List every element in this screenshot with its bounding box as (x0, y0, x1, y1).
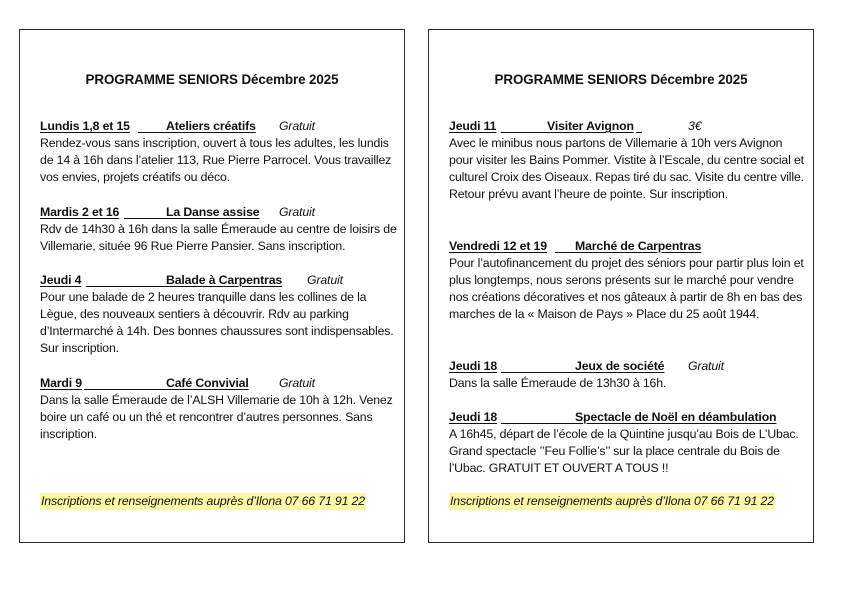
event-price: Gratuit (279, 119, 315, 133)
page-title: PROGRAMME SENIORS Décembre 2025 (494, 72, 748, 87)
event-header (449, 238, 807, 255)
event-price: Gratuit (307, 273, 343, 287)
event-danse-assise (40, 204, 398, 255)
event-marche-carpentras (449, 238, 807, 323)
event-name: Marché de Carpentras (575, 239, 702, 253)
event-description: Pour une balade de 2 heures tranquille dans les collines de la Lègue, des nouveaux sentiers à découvrir. Rdv au parking d’Intermarché à 14h. Des bonnes chaussures sont indispensables. Sur inscription. (40, 290, 394, 355)
underline-spacer (501, 132, 547, 133)
event-header (40, 272, 398, 289)
event-header (449, 118, 807, 135)
event-jeux-societe (449, 358, 807, 392)
event-day: Jeudi 11 (449, 119, 497, 133)
underline-spacer (636, 132, 642, 133)
event-header (449, 358, 807, 375)
program-page-right (428, 29, 814, 543)
event-price: Gratuit (279, 205, 315, 219)
event-description: Dans la salle Émeraude de 13h30 à 16h. (449, 376, 667, 390)
event-name: Jeux de société (575, 359, 665, 373)
event-day: Mardis 2 et 16 (40, 205, 120, 219)
event-day: Jeudi 18 (449, 410, 498, 424)
underline-spacer (86, 286, 166, 287)
event-header (449, 409, 807, 426)
event-price: Gratuit (688, 359, 724, 373)
event-balade-carpentras (40, 272, 398, 357)
event-name: Ateliers créatifs (166, 119, 256, 133)
event-description: Avec le minibus nous partons de Villemarie à 10h vers Avignon pour visiter les Bains Pommer. Vistite à l’Escale, du centre social et culturel Croix des Oiseaux. Repas tiré du sac. Visite du centre ville. Retour prévu avant l’heure de pointe. Sur inscription. (449, 136, 804, 201)
event-day: Mardi 9 (40, 376, 83, 390)
underline-spacer (84, 389, 166, 390)
underline-spacer (124, 218, 166, 219)
event-visiter-avignon (449, 118, 807, 203)
underline-spacer (501, 423, 575, 424)
event-day: Jeudi 4 (40, 273, 82, 287)
program-page-left (19, 29, 405, 543)
event-description: Dans la salle Émeraude de l’ALSH Villemarie de 10h à 12h. Venez boire un café ou un thé et rencontrer d’autres personnes. Sans inscription. (40, 393, 393, 441)
event-name: Spectacle de Noël en déambulation (575, 410, 777, 424)
event-header (40, 118, 398, 135)
event-ateliers-creatifs (40, 118, 398, 186)
event-day: Jeudi 18 (449, 359, 498, 373)
event-description: Rdv de 14h30 à 16h dans la salle Émeraude au centre de loisirs de Villemarie, située 96 Rue Pierre Pansier. Sans inscription. (40, 222, 397, 253)
event-header (40, 204, 398, 221)
event-day: Vendredi 12 et 19 (449, 239, 547, 253)
underline-spacer (555, 252, 575, 253)
underline-spacer (138, 132, 166, 133)
event-description: Rendez-vous sans inscription, ouvert à tous les adultes, les lundis de 14 à 16h dans l’atelier 113, Rue Pierre Parrocel. Vous travaillez vos envies, projets créatifs ou déco. (40, 136, 392, 184)
contact-footer: Inscriptions et renseignements auprès d’Ilona 07 66 71 91 22 (450, 494, 774, 508)
underline-spacer (501, 372, 575, 373)
event-price: Gratuit (279, 376, 315, 390)
event-header (40, 375, 398, 392)
event-name: Balade à Carpentras (166, 273, 283, 287)
page-title: PROGRAMME SENIORS Décembre 2025 (85, 72, 339, 87)
event-description: Pour l’autofinancement du projet des séniors pour partir plus loin et plus longtemps, nous serons présents sur le marché pour vendre nos créations décoratives et nos gâteaux à partir de 8h en bas des marches de la « Maison de Pays » Place du 25 août 1944. (449, 256, 804, 321)
event-day: Lundis 1,8 et 15 (40, 119, 130, 133)
event-spectacle-noel (449, 409, 807, 477)
contact-footer: Inscriptions et renseignements auprès d’Ilona 07 66 71 91 22 (41, 494, 365, 508)
event-description: A 16h45, départ de l’école de la Quintine jusqu’au Bois de L’Ubac. Grand spectacle ’’Feu Follie’s’’ sur la place centrale du Bois de l’Ubac. GRATUIT ET OUVERT A TOUS !! (449, 427, 799, 475)
event-cafe-convivial (40, 375, 398, 443)
event-name: Café Convivial (166, 376, 249, 390)
event-price: 3€ (688, 119, 702, 133)
event-name: Visiter Avignon (547, 119, 634, 133)
event-name: La Danse assise (166, 205, 260, 219)
